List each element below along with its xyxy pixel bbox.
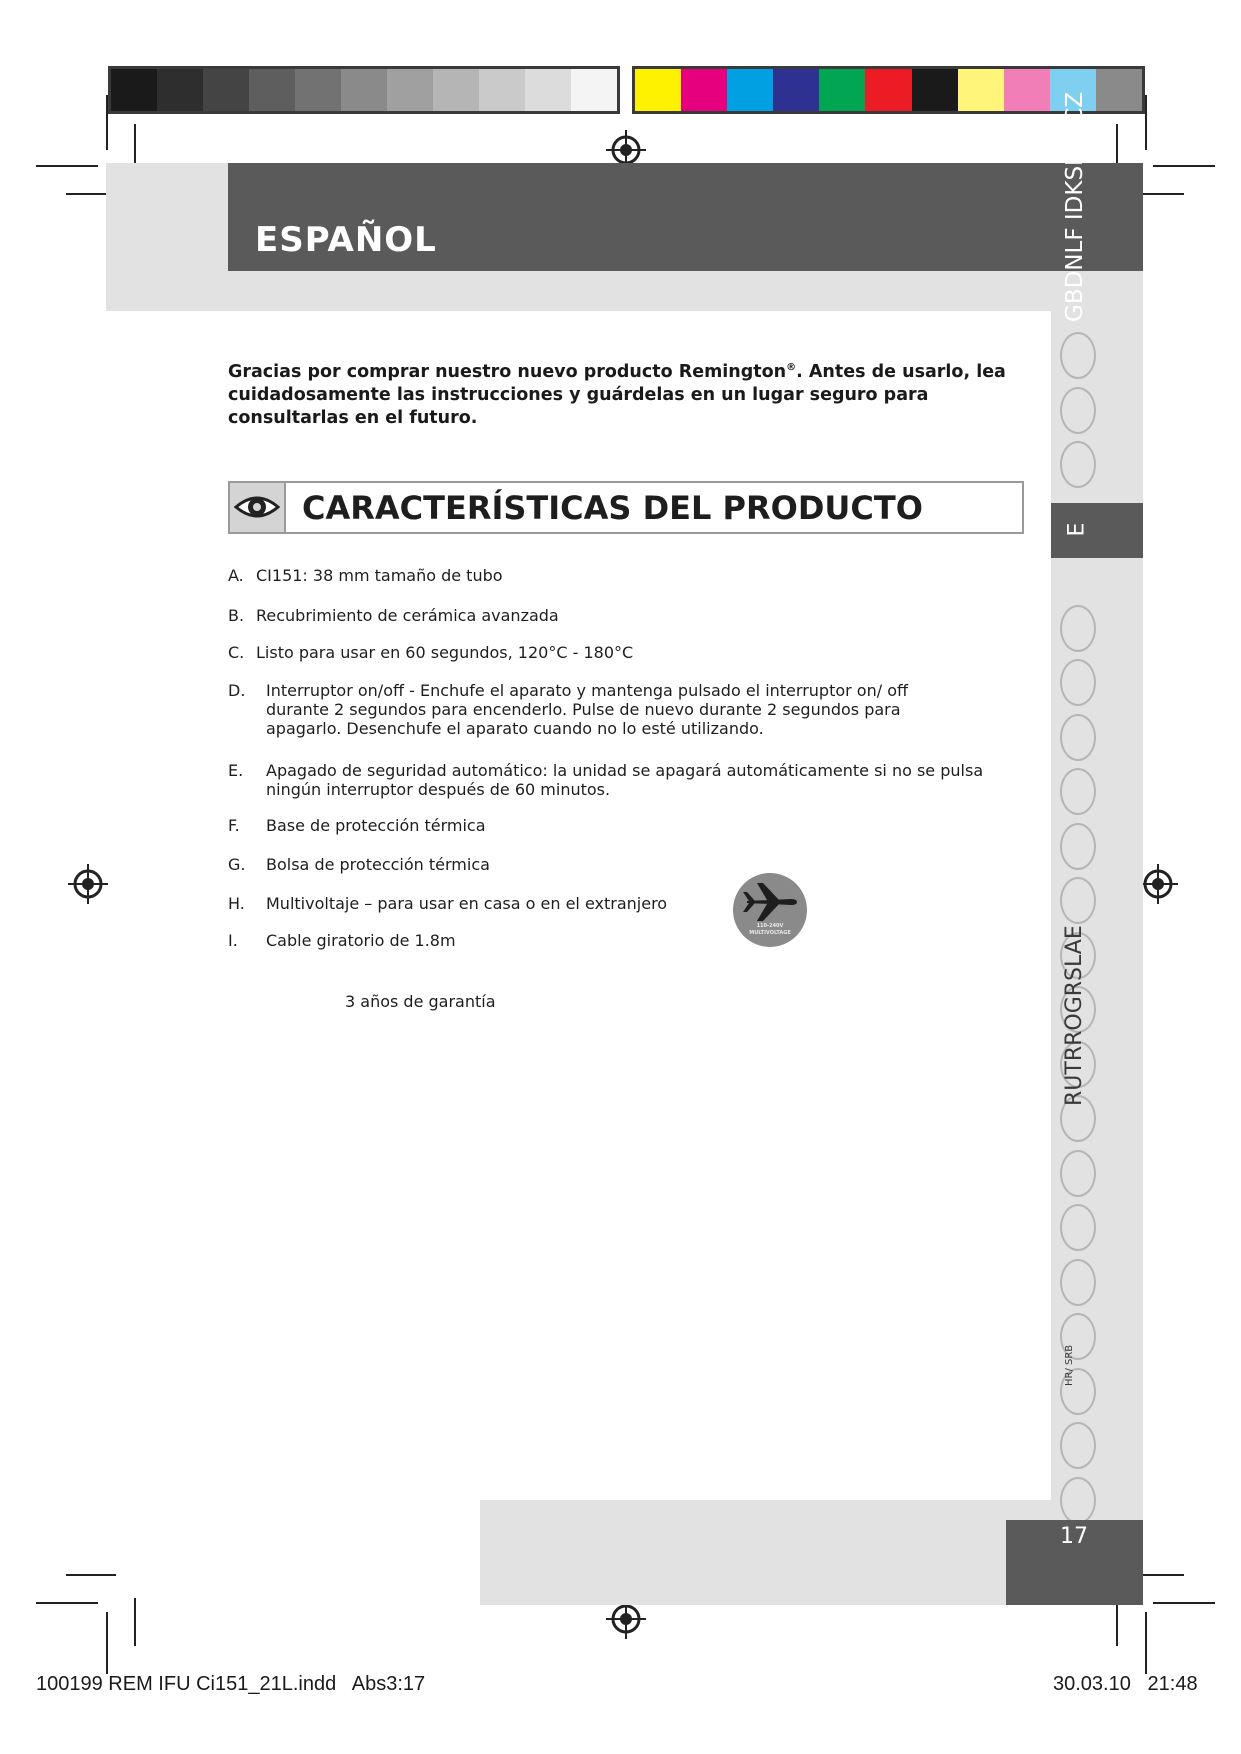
color-swatch xyxy=(295,69,341,111)
color-swatch xyxy=(681,69,727,111)
color-swatch xyxy=(249,69,295,111)
features-icon-cell xyxy=(230,483,286,532)
color-swatch xyxy=(157,69,203,111)
color-swatch xyxy=(525,69,571,111)
language-codes-top: GBDNLF IDKSPSKCZ xyxy=(1062,91,1088,322)
footer-datetime: 30.03.10 21:48 xyxy=(1053,1673,1198,1695)
features-title: CARACTERÍSTICAS DEL PRODUCTO xyxy=(302,489,923,527)
intro-text-1: Gracias por comprar nuestro nuevo producto Remington xyxy=(228,361,787,382)
intro-text-2: . Antes de usarlo, lea cuidadosamente las instrucciones y guárdelas en un lugar seguro para consultarlas en el futuro. xyxy=(228,361,1006,428)
grayscale-bar xyxy=(108,66,620,114)
color-swatch xyxy=(912,69,958,111)
language-tab[interactable] xyxy=(1060,1422,1096,1469)
language-tab[interactable] xyxy=(1060,714,1096,761)
item-text: Apagado de seguridad automático: la unidad se apagará automáticamente si no se pulsa ningún interruptor después de 60 minutos. xyxy=(266,761,984,799)
item-text: Bolsa de protección térmica xyxy=(266,855,490,874)
crop-mark xyxy=(134,1598,136,1646)
airplane-icon xyxy=(733,877,807,927)
language-tab[interactable] xyxy=(1060,387,1096,434)
footer-file-info: 100199 REM IFU Ci151_21L.indd Abs3:17 xyxy=(36,1673,426,1695)
color-swatch xyxy=(387,69,433,111)
features-heading-box xyxy=(228,481,1024,534)
registration-mark-icon xyxy=(68,864,108,904)
language-tab[interactable] xyxy=(1060,441,1096,488)
item-letter: F. xyxy=(228,816,240,835)
language-tab[interactable] xyxy=(1060,332,1096,379)
item-letter: H. xyxy=(228,894,245,913)
item-text: Cable giratorio de 1.8m xyxy=(266,931,456,950)
language-tab[interactable] xyxy=(1060,1477,1096,1524)
color-swatch xyxy=(727,69,773,111)
item-letter: E. xyxy=(228,761,244,780)
item-letter: I. xyxy=(228,931,238,950)
language-tab[interactable] xyxy=(1060,768,1096,815)
crop-mark xyxy=(106,1612,108,1674)
color-swatch xyxy=(111,69,157,111)
item-letter: C. xyxy=(228,643,245,662)
color-swatch xyxy=(1004,69,1050,111)
crop-mark xyxy=(36,165,98,167)
color-swatch xyxy=(773,69,819,111)
color-swatch xyxy=(635,69,681,111)
crop-mark xyxy=(106,95,108,150)
item-text: Multivoltaje – para usar en casa o en el extranjero xyxy=(266,894,668,913)
crop-mark xyxy=(1145,1612,1147,1674)
language-tab-label: E xyxy=(1064,522,1090,537)
color-swatch xyxy=(571,69,617,111)
crop-mark xyxy=(1153,1602,1215,1604)
language-tab[interactable] xyxy=(1060,659,1096,706)
page-title: ESPAÑOL xyxy=(255,220,437,260)
item-letter: B. xyxy=(228,606,245,625)
color-swatch xyxy=(479,69,525,111)
item-letter: D. xyxy=(228,681,246,700)
color-swatch xyxy=(865,69,911,111)
registration-mark-icon xyxy=(1138,864,1178,904)
eye-icon xyxy=(230,483,284,532)
crop-mark xyxy=(1153,165,1215,167)
crop-mark xyxy=(66,1574,116,1576)
item-text: Interruptor on/off - Enchufe el aparato y mantenga pulsado el interruptor on/ off durante 2 segundos para encenderlo. Pulse de nuevo durante 2 segundos para apagarlo. Desenchufe el aparato cuando no lo esté utilizando. xyxy=(266,681,909,738)
item-letter: A. xyxy=(228,566,244,585)
item-text: CI151: 38 mm tamaño de tubo xyxy=(256,566,503,585)
language-tab[interactable] xyxy=(1060,1150,1096,1197)
intro-paragraph xyxy=(228,356,1028,430)
crop-mark xyxy=(1116,1598,1118,1646)
color-swatch xyxy=(433,69,479,111)
multivoltage-badge xyxy=(733,873,807,947)
color-swatch xyxy=(819,69,865,111)
color-swatch xyxy=(203,69,249,111)
language-tab[interactable] xyxy=(1060,605,1096,652)
item-text: Base de protección térmica xyxy=(266,816,486,835)
warranty-text: 3 años de garantía xyxy=(345,992,496,1011)
color-swatch xyxy=(958,69,1004,111)
item-letter: G. xyxy=(228,855,246,874)
language-codes-tiny: HR/ SRB xyxy=(1064,1344,1075,1386)
color-swatch xyxy=(341,69,387,111)
language-tab[interactable] xyxy=(1060,823,1096,870)
crop-mark xyxy=(1145,95,1147,150)
page-number: 17 xyxy=(1060,1524,1088,1549)
language-tab[interactable] xyxy=(1060,1259,1096,1306)
color-swatch xyxy=(1096,69,1142,111)
badge-line-2: MULTIVOLTAGE xyxy=(749,930,791,936)
item-text: Recubrimiento de cerámica avanzada xyxy=(256,606,559,625)
badge-line-1: 110-240V xyxy=(756,923,784,929)
language-tab[interactable] xyxy=(1060,1204,1096,1251)
item-text: Listo para usar en 60 segundos, 120°C - 180°C xyxy=(256,643,634,662)
registered-mark: ® xyxy=(786,362,797,373)
crop-mark xyxy=(36,1602,98,1604)
language-tab[interactable] xyxy=(1060,877,1096,924)
language-codes-bottom: RUTRROGRSLAE xyxy=(1062,925,1087,1106)
registration-mark-icon xyxy=(606,1599,646,1639)
